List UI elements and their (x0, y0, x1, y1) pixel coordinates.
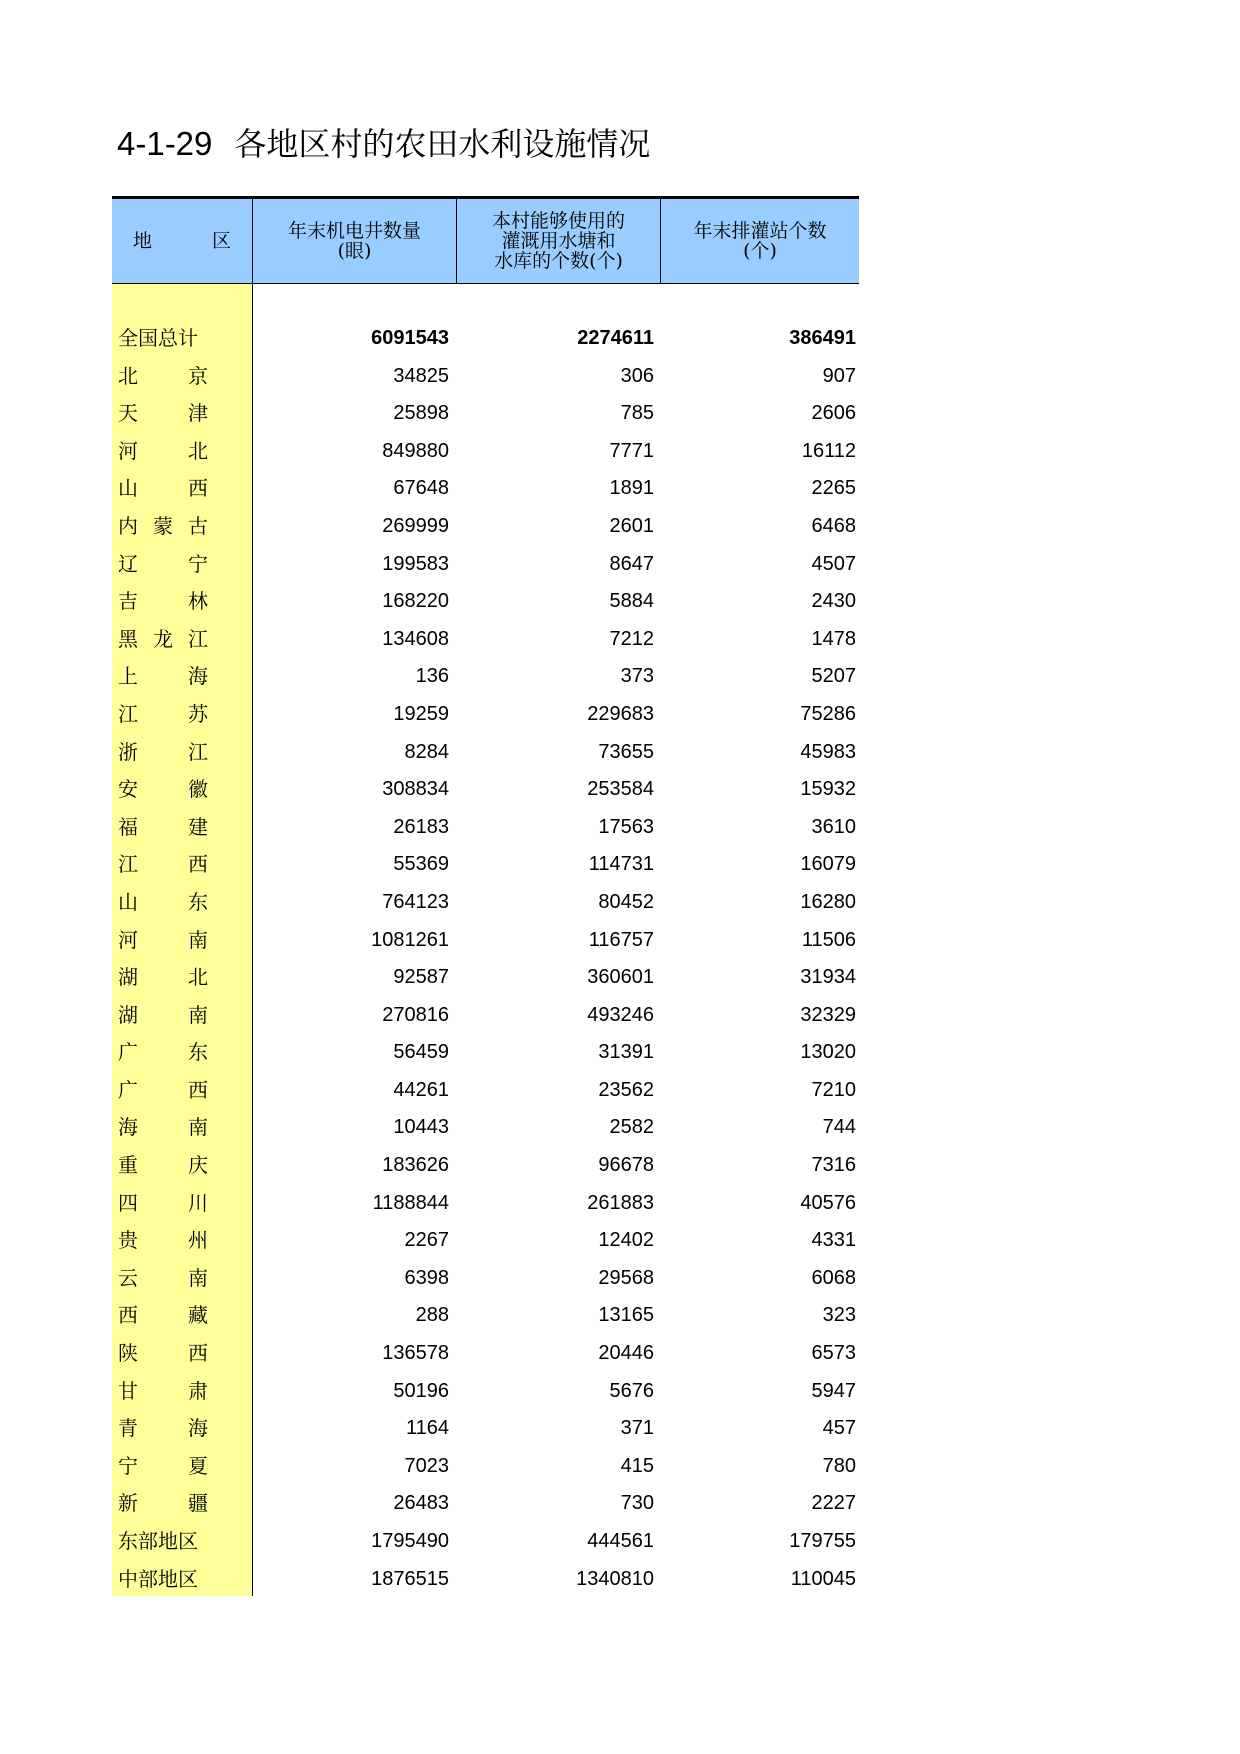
region-name-part: 南 (188, 1115, 208, 1140)
region-name-part: 江 (118, 701, 138, 726)
value-col2: 20446 (598, 1342, 654, 1365)
value-col2: 17563 (598, 815, 654, 838)
region-name-part: 海 (188, 664, 208, 689)
region-name (118, 1222, 208, 1260)
region-name-part: 京 (188, 363, 208, 388)
value-col1: 44261 (393, 1078, 449, 1101)
value-col3: 179755 (789, 1530, 856, 1552)
header-col3 (661, 199, 859, 283)
value-col3: 11506 (801, 928, 856, 951)
table-row (112, 1185, 859, 1223)
region-name-part: 吉 (118, 589, 138, 614)
table-row (112, 1109, 859, 1147)
region-name-part: 海 (118, 1115, 138, 1140)
value-col1: 50196 (393, 1379, 449, 1402)
header-col3-line2: (个) (743, 240, 777, 262)
table-row (112, 771, 859, 809)
region-name (118, 621, 208, 659)
value-col3: 2227 (811, 1492, 856, 1515)
value-col1: 25898 (393, 402, 449, 425)
value-col2: 7212 (609, 627, 654, 650)
value-col2: 12402 (598, 1229, 654, 1252)
region-name-part: 山 (118, 889, 138, 914)
header-col1-line2: (眼) (337, 240, 372, 262)
region-name-part: 重 (118, 1153, 138, 1178)
region-name-part: 北 (188, 965, 208, 990)
region-name (118, 997, 208, 1035)
header-col2 (457, 199, 660, 283)
table-row (112, 846, 859, 884)
region-name-part: 贵 (118, 1228, 138, 1253)
region-name-part: 江 (188, 626, 208, 651)
table-row (112, 884, 859, 922)
value-col2: 1340810 (576, 1567, 654, 1590)
header-col2-line2: 灌溉用水塘和 (501, 230, 616, 252)
value-col2: 2274611 (577, 327, 654, 349)
region-name (118, 1072, 208, 1110)
region-name (118, 1373, 208, 1411)
region-name-part: 东 (188, 889, 208, 914)
region-name (118, 1109, 208, 1147)
region-name-part: 中部地区 (118, 1566, 198, 1591)
table-row (112, 1034, 859, 1072)
region-name-part: 云 (118, 1265, 138, 1290)
value-col2: 261883 (587, 1191, 654, 1214)
value-col2: 229683 (587, 702, 654, 725)
value-col2: 730 (620, 1492, 654, 1515)
region-name (118, 395, 208, 433)
value-col2: 13165 (598, 1304, 654, 1327)
table-number: 4-1-29 (117, 125, 213, 162)
region-name-part: 青 (118, 1416, 138, 1441)
value-col3: 110045 (790, 1567, 856, 1590)
value-col2: 8647 (609, 552, 654, 575)
region-name-part: 甘 (118, 1378, 138, 1403)
region-name-part: 林 (188, 589, 208, 614)
region-name-part: 河 (118, 927, 138, 952)
region-name-part: 龙 (153, 626, 173, 651)
region-name-part: 黑 (118, 626, 138, 651)
value-col2: 73655 (598, 740, 654, 763)
region-name-part: 徽 (188, 777, 208, 802)
table-row (112, 320, 859, 358)
region-name-part: 藏 (188, 1303, 208, 1328)
region-name (118, 959, 208, 997)
value-col3: 907 (822, 364, 856, 387)
table-row (112, 1335, 859, 1373)
value-col2: 80452 (598, 890, 654, 913)
region-name (118, 1185, 208, 1223)
value-col1: 2267 (404, 1229, 449, 1252)
table-title: 各地区村的农田水利设施情况 (234, 125, 651, 163)
region-name-part: 东 (188, 1040, 208, 1065)
region-name (118, 1335, 208, 1373)
header-region-char-2: 区 (212, 230, 232, 252)
value-col2: 2582 (609, 1116, 654, 1139)
value-col1: 1164 (405, 1417, 449, 1440)
region-name (118, 884, 208, 922)
value-col1: 764123 (382, 890, 449, 913)
region-name-part: 南 (188, 927, 208, 952)
region-name-part: 疆 (188, 1491, 208, 1516)
region-name (118, 846, 208, 884)
value-col1: 269999 (382, 514, 449, 537)
value-col2: 7771 (609, 439, 654, 462)
region-name-part: 湖 (118, 1002, 138, 1027)
value-col3: 780 (822, 1454, 856, 1477)
table-row (112, 922, 859, 960)
value-col2: 2601 (609, 514, 654, 537)
table-row (112, 583, 859, 621)
value-col2: 29568 (598, 1266, 654, 1289)
region-name-part: 江 (118, 852, 138, 877)
value-col3: 5947 (811, 1379, 856, 1402)
value-col1: 134608 (382, 627, 449, 650)
value-col3: 31934 (800, 966, 856, 989)
region-name-part: 庆 (188, 1153, 208, 1178)
value-col3: 2430 (811, 590, 856, 613)
value-col3: 4331 (811, 1229, 856, 1252)
value-col1: 7023 (404, 1454, 449, 1477)
value-col3: 457 (822, 1417, 856, 1440)
value-col2: 785 (620, 402, 654, 425)
region-name (118, 734, 208, 772)
value-col1: 19259 (393, 702, 449, 725)
value-col2: 116757 (588, 928, 654, 951)
region-name-part: 川 (188, 1190, 208, 1215)
table-row (112, 1222, 859, 1260)
value-col3: 5207 (811, 665, 856, 688)
value-col1: 8284 (404, 740, 449, 763)
table-row (112, 959, 859, 997)
table-body (112, 320, 859, 1598)
value-col3: 6468 (811, 514, 856, 537)
value-col3: 2606 (811, 402, 856, 425)
value-col1: 199583 (382, 552, 449, 575)
value-col1: 1081261 (371, 928, 449, 951)
value-col1: 183626 (382, 1154, 449, 1177)
region-name (118, 658, 208, 696)
value-col1: 56459 (393, 1041, 449, 1064)
region-name-part: 蒙 (153, 513, 173, 538)
table-row (112, 997, 859, 1035)
value-col3: 16280 (800, 890, 856, 913)
value-col1: 10443 (393, 1116, 449, 1139)
region-name-part: 西 (188, 476, 208, 501)
page-title (117, 122, 650, 166)
region-name-part: 苏 (188, 701, 208, 726)
value-col3: 7316 (811, 1154, 856, 1177)
region-name-part: 广 (118, 1077, 138, 1102)
table-row (112, 395, 859, 433)
value-col2: 96678 (598, 1154, 654, 1177)
value-col3: 386491 (789, 327, 856, 349)
region-name-part: 河 (118, 438, 138, 463)
region-name-part: 江 (188, 739, 208, 764)
value-col1: 136578 (382, 1342, 449, 1365)
value-col3: 16112 (801, 439, 856, 462)
value-col2: 493246 (587, 1003, 654, 1026)
table-row (112, 621, 859, 659)
header-region-char-1: 地 (132, 230, 152, 252)
region-name-part: 辽 (118, 551, 138, 576)
region-name (118, 583, 208, 621)
value-col1: 288 (415, 1304, 449, 1327)
table-row (112, 1147, 859, 1185)
table-row (112, 696, 859, 734)
region-name-part: 湖 (118, 965, 138, 990)
value-col2: 371 (620, 1417, 654, 1440)
region-name-part: 东部地区 (118, 1529, 198, 1553)
value-col2: 415 (620, 1454, 654, 1477)
region-name (118, 1523, 198, 1561)
table-row (112, 470, 859, 508)
table-row (112, 433, 859, 471)
value-col1: 270816 (382, 1003, 449, 1026)
table-row (112, 1297, 859, 1335)
value-col2: 5884 (609, 590, 654, 613)
region-name (118, 1147, 208, 1185)
region-name-part: 海 (188, 1416, 208, 1441)
value-col3: 75286 (800, 702, 856, 725)
table-row (112, 1448, 859, 1486)
value-col1: 1876515 (371, 1567, 449, 1590)
value-col1: 168220 (382, 590, 449, 613)
region-name-part: 肃 (188, 1378, 208, 1403)
value-col2: 114731 (588, 853, 654, 876)
region-name-part: 津 (188, 401, 208, 426)
region-name-part: 陕 (118, 1341, 138, 1366)
region-name (118, 809, 208, 847)
header-col2-line3: 水库的个数(个) (494, 250, 623, 272)
value-col1: 92587 (393, 966, 449, 989)
region-name-part: 西 (188, 1077, 208, 1102)
region-name (118, 1260, 208, 1298)
region-name (118, 320, 198, 358)
value-col1: 6398 (404, 1266, 449, 1289)
table-row (112, 1523, 859, 1561)
value-col1: 849880 (382, 439, 449, 462)
value-col3: 1478 (811, 627, 856, 650)
region-name (118, 1410, 208, 1448)
value-col2: 31391 (598, 1041, 654, 1064)
value-col1: 34825 (393, 364, 449, 387)
table-header (112, 199, 859, 284)
region-name-part: 安 (118, 777, 138, 802)
region-name (118, 696, 208, 734)
region-name (118, 433, 208, 471)
region-name (118, 922, 208, 960)
value-col1: 136 (415, 665, 449, 688)
value-col3: 6573 (811, 1342, 856, 1365)
value-col3: 7210 (811, 1078, 856, 1101)
value-col3: 45983 (800, 740, 856, 763)
region-name (118, 470, 208, 508)
region-name-part: 北 (118, 363, 138, 388)
region-name-part: 建 (188, 814, 208, 839)
table-row (112, 809, 859, 847)
table-row (112, 1373, 859, 1411)
region-name-part: 北 (188, 438, 208, 463)
table-row (112, 658, 859, 696)
region-name (118, 1485, 208, 1523)
table-row (112, 1410, 859, 1448)
value-col1: 67648 (393, 477, 449, 500)
table-row (112, 508, 859, 546)
value-col2: 444561 (587, 1530, 654, 1552)
region-name (118, 771, 208, 809)
value-col2: 306 (620, 364, 654, 387)
header-region (112, 199, 252, 283)
value-col3: 13020 (800, 1041, 856, 1064)
region-name-part: 西 (188, 852, 208, 877)
region-name-part: 上 (118, 664, 138, 689)
value-col1: 1188844 (372, 1191, 449, 1214)
table-row (112, 1260, 859, 1298)
region-name-part: 浙 (118, 739, 138, 764)
value-col2: 253584 (587, 778, 654, 801)
region-name-part: 四 (118, 1190, 138, 1215)
header-col2-line1: 本村能够使用的 (491, 210, 625, 232)
value-col1: 55369 (393, 853, 449, 876)
value-col1: 6091543 (371, 327, 449, 349)
region-name (118, 358, 208, 396)
region-name-part: 天 (118, 401, 138, 426)
value-col3: 2265 (811, 477, 856, 500)
value-col3: 6068 (811, 1266, 856, 1289)
region-name-part: 全国总计 (118, 326, 198, 350)
region-name (118, 1034, 208, 1072)
region-name-part: 南 (188, 1265, 208, 1290)
region-name (118, 546, 208, 584)
region-name (118, 1448, 208, 1486)
value-col2: 5676 (609, 1379, 654, 1402)
region-name (118, 1297, 208, 1335)
table-row (112, 358, 859, 396)
header-col1 (253, 199, 456, 283)
region-name-part: 宁 (118, 1453, 138, 1478)
table-row (112, 734, 859, 772)
value-col2: 23562 (598, 1078, 654, 1101)
region-name-part: 西 (118, 1303, 138, 1328)
value-col1: 26183 (393, 815, 449, 838)
region-name-part: 山 (118, 476, 138, 501)
value-col2: 373 (620, 665, 654, 688)
region-name-part: 西 (188, 1341, 208, 1366)
region-name-part: 州 (188, 1228, 208, 1253)
region-name-part: 南 (188, 1002, 208, 1027)
table-row (112, 1072, 859, 1110)
region-name-part: 新 (118, 1491, 138, 1516)
value-col1: 26483 (393, 1492, 449, 1515)
value-col3: 15932 (800, 778, 856, 801)
region-name (118, 1561, 198, 1599)
header-col1-line1: 年末机电井数量 (287, 220, 421, 242)
region-name-part: 广 (118, 1040, 138, 1065)
region-name-part: 宁 (188, 551, 208, 576)
region-name-part: 夏 (188, 1453, 208, 1478)
value-col3: 16079 (800, 853, 856, 876)
region-name-part: 福 (118, 814, 138, 839)
header-col3-line1: 年末排灌站个数 (693, 220, 827, 242)
region-name-part: 内 (118, 513, 138, 538)
value-col3: 3610 (811, 815, 856, 838)
table-row (112, 1561, 859, 1599)
value-col3: 32329 (800, 1003, 856, 1026)
region-name-part: 古 (188, 513, 208, 538)
value-col3: 323 (822, 1304, 856, 1327)
value-col2: 360601 (587, 966, 654, 989)
value-col3: 4507 (811, 552, 856, 575)
region-name (118, 508, 208, 546)
table-row (112, 546, 859, 584)
value-col3: 744 (822, 1116, 856, 1139)
value-col1: 1795490 (371, 1530, 449, 1552)
value-col3: 40576 (800, 1191, 856, 1214)
table-row (112, 1485, 859, 1523)
value-col1: 308834 (382, 778, 449, 801)
value-col2: 1891 (609, 477, 654, 500)
